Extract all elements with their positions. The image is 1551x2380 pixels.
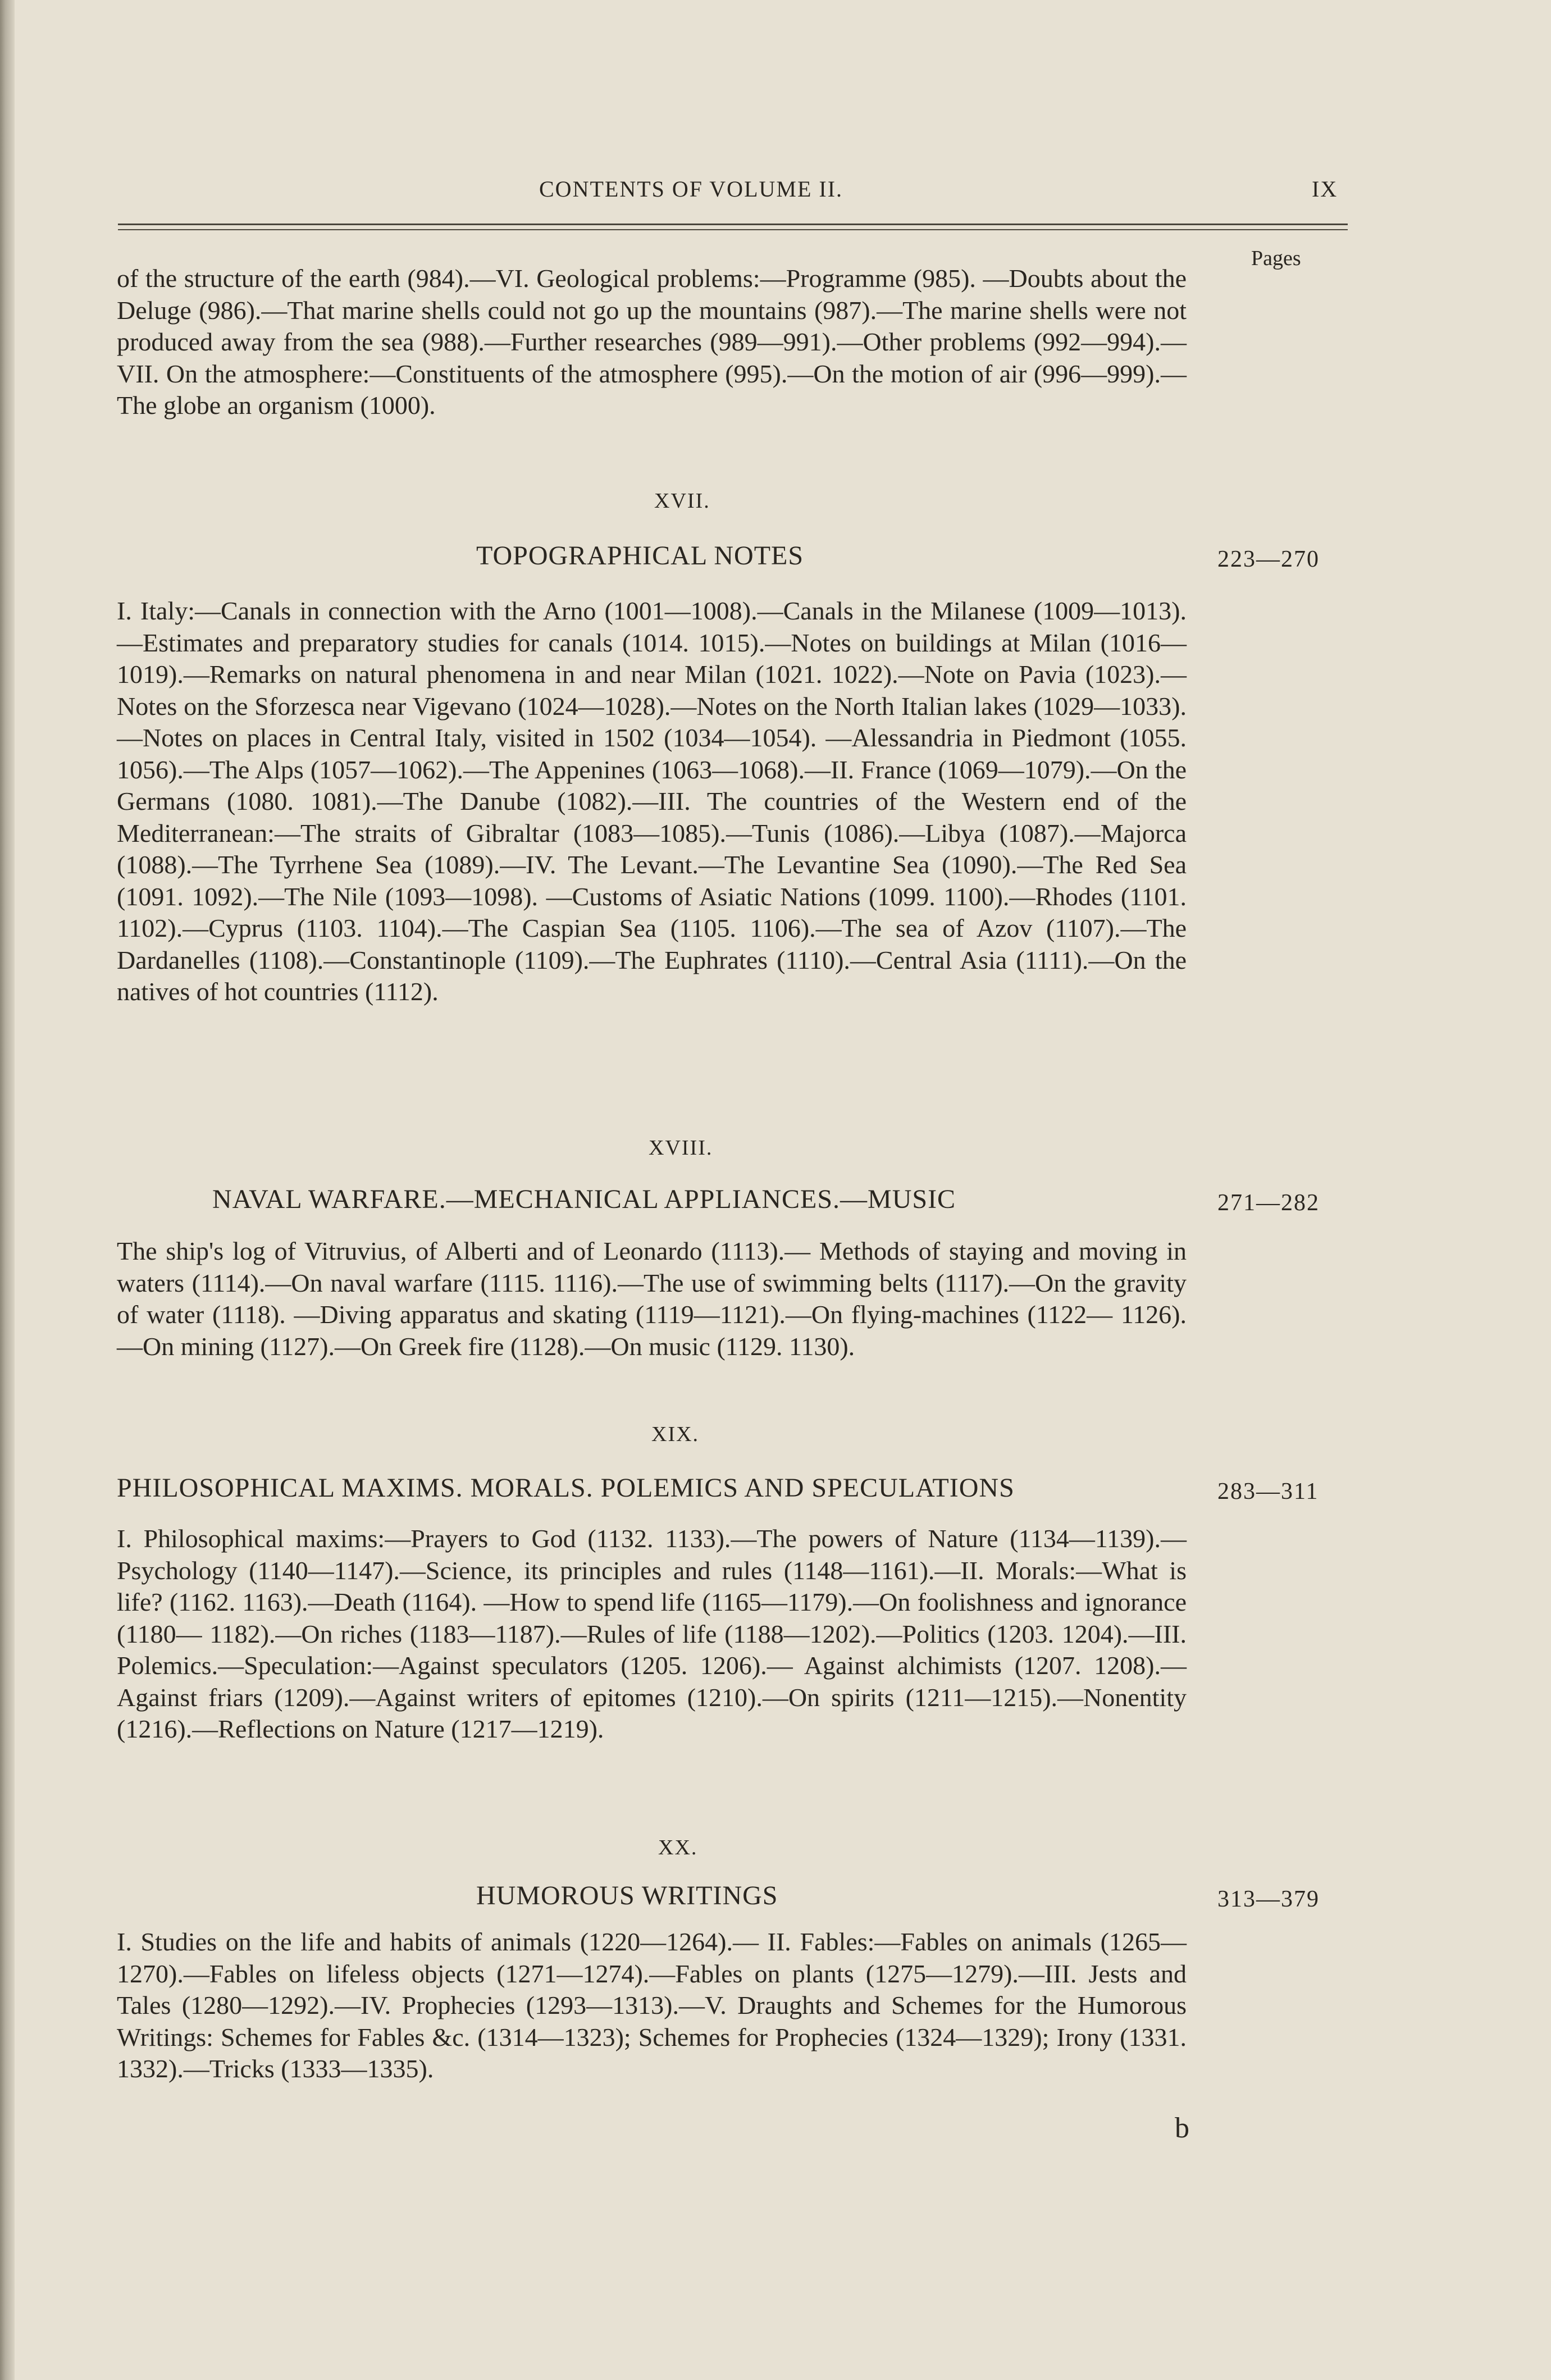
section-contents: I. Philosophical maxims:—Prayers to God (1132. 1133).—The powers of Nature (1134—1139).—Psychology (1140—1147).—Science, its principles and rules (1148—1161).—II. Morals:—What is life? (1162. 1163).—Death (1164). —How to spend life (1165—1179).—On foolishness and ignorance (1180— 1182).—On riches (1183—1187).—Rules of life (1188—1202).—Politics (1203. 1204).—III. Polemics.—Speculation:—Against speculators (1205. 1206).— Against alchimists (1207. 1208).—Against friars (1209).—Against writers of epitomes (1210).—On spirits (1211—1215).—Nonentity (1216).—Reflections on Nature (1217—1219). [117, 1524, 1187, 1743]
section-page-range: 313—379 [1217, 1886, 1320, 1912]
section-title: PHILOSOPHICAL MAXIMS. MORALS. POLEMICS AND SPECULATIONS [117, 1473, 1015, 1503]
section-title: HUMOROUS WRITINGS [476, 1881, 778, 1911]
section-contents: The ship's log of Vitruvius, of Alberti and of Leonardo (1113).— Methods of staying and moving in waters (1114).—On naval warfare (1115. 1116).—The use of swimming belts (1117).—On the gravity of water (1118). —Diving apparatus and skating (1119—1121).—On flying-machines (1122— 1126).—On mining (1127).—On Greek fire (1128).—On music (1129. 1130). [117, 1237, 1187, 1361]
section-page-range: 271—282 [1217, 1190, 1320, 1216]
pages-column-label: Pages [1251, 247, 1301, 270]
signature-mark: b [1175, 2112, 1189, 2144]
header-rule [118, 224, 1348, 225]
section-number: XVII. [654, 489, 710, 513]
section-title: TOPOGRAPHICAL NOTES [476, 541, 804, 571]
section-contents: I. Italy:—Canals in connection with the Arno (1001—1008).—Canals in the Milanese (1009—1013).—Estimates and preparatory studies for canals (1014. 1015).—Notes on buildings at Milan (1016—1019).—Remarks on natural phenomena in and near Milan (1021. 1022).—Note on Pavia (1023).—Notes on the Sforzesca near Vigevano (1024—1028).—Notes on the North Italian lakes (1029—1033).—Notes on places in Central Italy, visited in 1502 (1034—1054). —Alessandria in Piedmont (1055. 1056).—The Alps (1057—1062).—The Appenines (1063—1068).—II. France (1069—1079).—On the Germans (1080. 1081).—The Danube (1082).—III. The countries of the Western end of the Mediterranean:—The straits of Gibraltar (1083—1085).—Tunis (1086).—Libya (1087).—Majorca (1088).—The Tyrrhene Sea (1089).—IV. The Levant.—The Levantine Sea (1090).—The Red Sea (1091. 1092).—The Nile (1093—1098). —Customs of Asiatic Nations (1099. 1100).—Rhodes (1101. 1102).—Cyprus (1103. 1104).—The Caspian Sea (1105. 1106).—The sea of Azov (1107).—The Dardanelles (1108).—Constantinople (1109).—The Euphrates (1110).—Central Asia (1111).—On the natives of hot countries (1112). [117, 596, 1187, 1006]
section-number: XVIII. [649, 1136, 713, 1160]
section-page-range: 283—311 [1217, 1479, 1319, 1504]
running-title: CONTENTS OF VOLUME II. [539, 176, 843, 202]
section-number: XX. [658, 1836, 698, 1859]
intro-paragraph: of the structure of the earth (984).—VI. Geological problems:—Programme (985). —Doubts about the Deluge (986).—That marine shells could not go up the mountains (987).—The marine shells were not produced away from the sea (988).—Further researches (989—991).—Other problems (992—994).—VII. On the atmosphere:—Constituents of the atmosphere (995).—On the motion of air (996—999).—The globe an organism (1000). [117, 264, 1187, 420]
section-number: XIX. [651, 1422, 700, 1446]
page-number: IX [1312, 176, 1338, 202]
section-title: NAVAL WARFARE.—MECHANICAL APPLIANCES.—MUSIC [212, 1184, 956, 1214]
header-rule-thin [118, 229, 1348, 230]
section-page-range: 223—270 [1217, 546, 1320, 572]
page-binding-edge [0, 0, 15, 2380]
section-contents: I. Studies on the life and habits of animals (1220—1264).— II. Fables:—Fables on animals (1265—1270).—Fables on lifeless objects (1271—1274).—Fables on plants (1275—1279).—III. Jests and Tales (1280—1292).—IV. Prophecies (1293—1313).—V. Draughts and Schemes for the Humorous Writings: Schemes for Fables &c. (1314—1323); Schemes for Prophecies (1324—1329); Irony (1331. 1332).—Tricks (1333—1335). [117, 1927, 1187, 2083]
